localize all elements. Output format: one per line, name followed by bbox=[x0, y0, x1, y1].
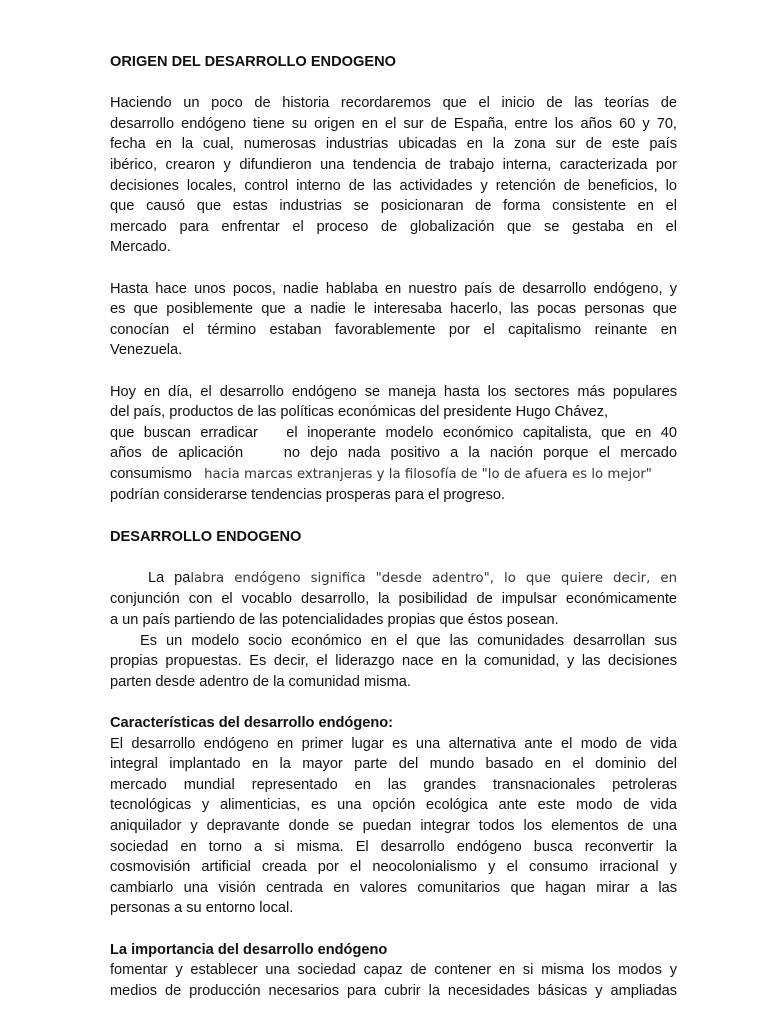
spacer bbox=[110, 258, 677, 279]
text-line: mercado para enfrentar el proceso de globalización que se gestaba en el bbox=[110, 218, 677, 235]
paragraph-importance bbox=[110, 960, 677, 1001]
text-line: fomentar y establecer una sociedad capaz de contener en si misma los modos y bbox=[110, 962, 677, 979]
text-line: podrían considerarse tendencias prosperas para el progreso. bbox=[110, 487, 506, 504]
spacer bbox=[110, 919, 677, 940]
text-line: integral implantado en la mayor parte del mundo basado en el dominio del bbox=[110, 756, 677, 773]
text-line: Mercado. bbox=[110, 239, 171, 256]
text-line: propias propuestas. Es decir, el liderazgo nace en la comunidad, y las decisiones bbox=[110, 653, 677, 670]
text-fragment: La pa bbox=[148, 569, 191, 586]
paragraph-definition bbox=[110, 568, 677, 631]
paragraph-characteristics bbox=[110, 734, 677, 919]
section-title: DESARROLLO ENDOGENO bbox=[110, 528, 302, 545]
paragraph-today bbox=[110, 382, 677, 507]
text-fragment: hacia marcas extranjeras y la filosofía de "lo de afuera es lo mejor" bbox=[204, 466, 652, 482]
text-line: que buscan erradicar el inoperante modelo económico capitalista, que en 40 bbox=[110, 424, 677, 441]
text-line: conjunción con el vocablo desarrollo, la posibilidad de impulsar económicamente bbox=[110, 591, 677, 608]
section-title: Características del desarrollo endógeno: bbox=[110, 715, 394, 731]
text-line: sociedad en torno a si misma. El desarrollo endógeno busca reconvertir la bbox=[110, 838, 677, 855]
text-fragment: consumismo bbox=[110, 465, 192, 482]
text-line: personas a su entorno local. bbox=[110, 900, 294, 917]
text-fragment: labra endógeno significa "desde adentro", lo que quiere decir, en bbox=[190, 570, 677, 586]
spacer bbox=[110, 506, 677, 527]
text-line: Hoy en día, el desarrollo endógeno se maneja hasta los sectores más populares bbox=[110, 383, 677, 400]
text-line: fecha en la cual, numerosas industrias ubicadas en la zona sur de este país bbox=[110, 136, 677, 153]
text-line: cambiarlo una visión centrada en valores comunitarios que hagan mirar a las bbox=[110, 879, 677, 896]
text-line: Es un modelo socio económico en el que las comunidades desarrollan sus bbox=[140, 632, 677, 649]
paragraph-model bbox=[110, 631, 677, 693]
text-line: ibérico, crearon y difundieron una tendencia de trabajo interna, caracterizada por bbox=[110, 156, 677, 173]
text-line: medios de producción necesarios para cubrir la necesidades básicas y ampliadas bbox=[110, 982, 677, 999]
text-line: a un país partiendo de las potencialidades propias que éstos posean. bbox=[110, 612, 559, 629]
document-title: ORIGEN DEL DESARROLLO ENDOGENO bbox=[110, 54, 396, 70]
text-line bbox=[110, 568, 677, 590]
text-line: es que posiblemente que a nadie le interesaba hacerlo, las pocas personas que bbox=[110, 301, 677, 318]
text-line: desarrollo endógeno tiene su origen en el sur de España, entre los años 60 y 70, bbox=[110, 115, 677, 132]
text-line: aniquilador y depravante donde se puedan integrar todos los elementos de una bbox=[110, 817, 677, 834]
text-line bbox=[110, 464, 677, 486]
text-line: El desarrollo endógeno en primer lugar es una alternativa ante el modo de vida bbox=[110, 735, 677, 752]
text-line: del país, productos de las políticas económicas del presidente Hugo Chávez, bbox=[110, 404, 609, 421]
paragraph-history bbox=[110, 279, 677, 361]
text-line: conocían el término estaban favorablemente por el capitalismo reinante en bbox=[110, 321, 677, 338]
text-line: Hasta hace unos pocos, nadie hablaba en nuestro país de desarrollo endógeno, y bbox=[110, 280, 677, 297]
spacer bbox=[110, 692, 677, 713]
text-line: tecnológicas y alimenticias, es una opción ecológica ante este modo de vida bbox=[110, 797, 677, 814]
spacer bbox=[110, 73, 677, 94]
text-line: Venezuela. bbox=[110, 342, 183, 359]
text-line: parten desde adentro de la comunidad misma. bbox=[110, 673, 411, 690]
section-title: La importancia del desarrollo endógeno bbox=[110, 941, 388, 958]
text-line: que causó que estas industrias se posicionaran de forma consistente en el bbox=[110, 198, 677, 215]
text-line: cosmovisión artificial creada por el neocolonialismo y el consumo irracional y bbox=[110, 859, 677, 876]
spacer bbox=[110, 547, 677, 568]
paragraph-origin bbox=[110, 93, 677, 258]
document-page bbox=[110, 52, 677, 1001]
text-line: mercado mundial representado en las grandes transnacionales petroleras bbox=[110, 776, 677, 793]
text-line: años de aplicación no dejo nada positivo a la nación porque el mercado bbox=[110, 445, 677, 462]
text-line: Haciendo un poco de historia recordaremos que el inicio de las teorías de bbox=[110, 95, 677, 112]
text-line: decisiones locales, control interno de las actividades y retención de beneficios, lo bbox=[110, 177, 677, 194]
spacer bbox=[110, 361, 677, 382]
